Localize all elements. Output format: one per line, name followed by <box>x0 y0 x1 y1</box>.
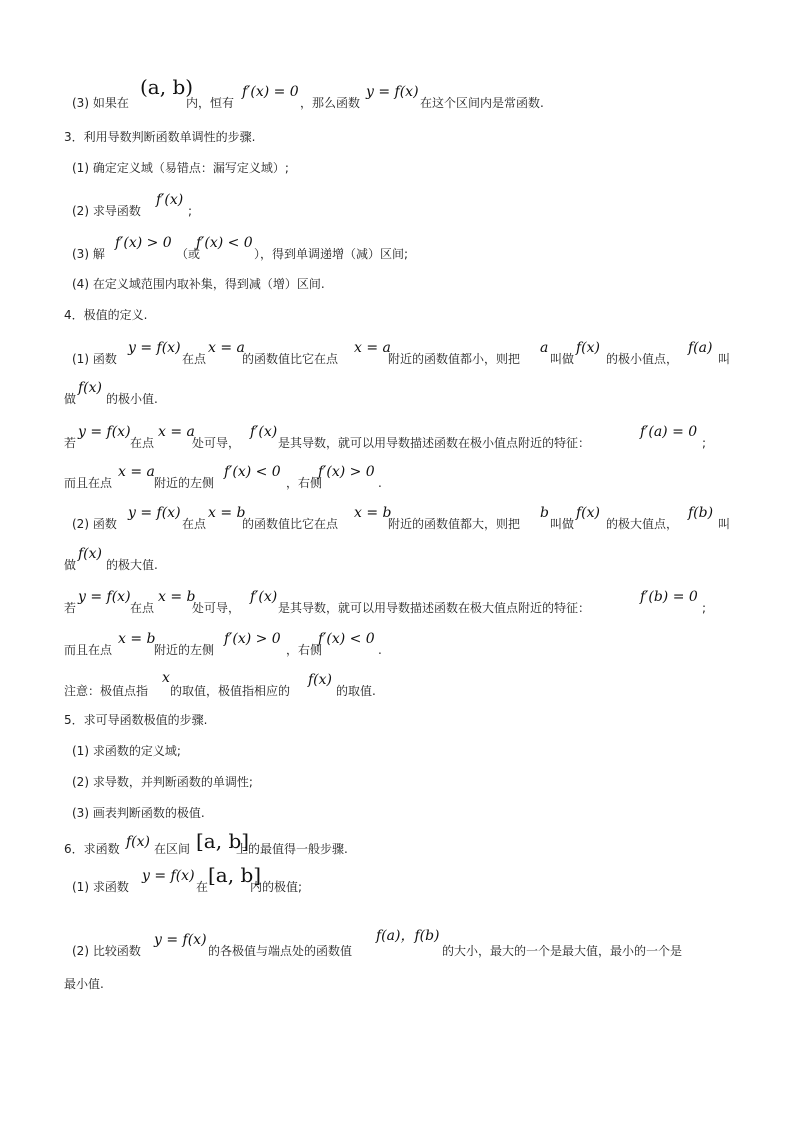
math-expression: f(a) <box>688 340 713 356</box>
text: 做 <box>64 558 77 572</box>
text: ，那么函数 <box>300 96 361 110</box>
text: ），得到单调递增（减）区间; <box>254 247 409 261</box>
math-expression: f(x) <box>126 834 151 850</box>
text: (3) 解 <box>72 247 105 261</box>
section-heading: 6．求函数 <box>64 842 120 856</box>
text: 在点 <box>130 436 155 450</box>
text: 最小值. <box>64 977 104 991</box>
text: (2) 比较函数 <box>72 944 141 958</box>
text: 在点 <box>182 517 207 531</box>
text: 处可导， <box>192 436 241 450</box>
text: 是其导数，就可以用导数描述函数在极大值点附近的特征： <box>278 601 591 615</box>
note-text: 的取值，极值指相应的 <box>170 684 291 698</box>
text: 的极大值点， <box>606 517 679 531</box>
math-expression: f(x) <box>576 340 601 356</box>
text: 的极小值点， <box>606 352 679 366</box>
text: 而且在点 <box>64 476 113 490</box>
text: 的函数值比它在点 <box>242 517 339 531</box>
math-expression: f(x) <box>308 672 333 688</box>
text: 附近的函数值都小，则把 <box>388 352 521 366</box>
text: ，右侧 <box>286 476 323 490</box>
math-expression: f′(x) < 0 <box>196 235 253 251</box>
list-item: (1) 确定定义域（易错点：漏写定义域）; <box>72 161 289 175</box>
section-heading: 在区间 <box>154 842 191 856</box>
section-heading: 4．极值的定义. <box>64 308 148 322</box>
math-expression: f(x) <box>78 380 103 396</box>
text: (1) 函数 <box>72 352 117 366</box>
math-expression: x = b <box>118 631 156 647</box>
math-expression: y = f(x) <box>128 340 181 356</box>
section-heading: 5．求可导函数极值的步骤. <box>64 713 208 727</box>
text: 的极小值. <box>106 392 158 406</box>
text: ; <box>188 204 193 218</box>
text: (3) 如果在 <box>72 96 129 110</box>
section-heading: 上的最值得一般步骤. <box>236 842 348 856</box>
math-expression: f′(a) = 0 <box>640 424 698 440</box>
text: 在点 <box>182 352 207 366</box>
text: 处可导， <box>192 601 241 615</box>
math-expression: b <box>540 505 549 521</box>
math-expression: f′(x) > 0 <box>318 464 375 480</box>
math-expression: f′(x) > 0 <box>224 631 281 647</box>
text: 的极大值. <box>106 558 158 572</box>
math-expression: f′(b) = 0 <box>640 589 698 605</box>
text: 在这个区间内是常函数. <box>420 96 544 110</box>
text: 附近的左侧 <box>154 476 215 490</box>
text: 内，恒有 <box>186 96 235 110</box>
math-expression: f′(x) <box>250 424 278 440</box>
math-expression: y = f(x) <box>128 505 181 521</box>
text: 内的极值; <box>250 880 303 894</box>
text: 做 <box>64 392 77 406</box>
list-item: (1) 求函数的定义域; <box>72 744 181 758</box>
note-text: 注意：极值点指 <box>64 684 149 698</box>
math-expression: f(x) <box>78 546 103 562</box>
text: 叫做 <box>550 517 575 531</box>
text: 附近的左侧 <box>154 643 215 657</box>
math-expression: y = f(x) <box>154 932 207 948</box>
text: 叫做 <box>550 352 575 366</box>
math-expression: a <box>540 340 549 356</box>
text: 在 <box>196 880 209 894</box>
math-expression: f′(x) = 0 <box>242 84 299 100</box>
text: (1) 求函数 <box>72 880 129 894</box>
math-expression: f′(x) <box>156 192 184 208</box>
math-expression: f′(x) <box>250 589 278 605</box>
math-expression: x = b <box>158 589 196 605</box>
math-expression: x = a <box>118 464 155 480</box>
math-expression: f′(x) < 0 <box>318 631 375 647</box>
text: 是其导数，就可以用导数描述函数在极小值点附近的特征： <box>278 436 591 450</box>
math-expression: f′(x) > 0 <box>115 235 172 251</box>
text: 的函数值比它在点 <box>242 352 339 366</box>
text: 而且在点 <box>64 643 113 657</box>
section-heading: 3．利用导数判断函数单调性的步骤. <box>64 130 256 144</box>
text: 的大小，最大的一个是最大值，最小的一个是 <box>442 944 683 958</box>
text: 的各极值与端点处的函数值 <box>208 944 353 958</box>
text: . <box>378 643 382 657</box>
text: 叫 <box>718 517 731 531</box>
math-expression: y = f(x) <box>78 424 131 440</box>
note-text: 的取值. <box>336 684 376 698</box>
math-expression: x = a <box>158 424 195 440</box>
text: ，右侧 <box>286 643 323 657</box>
math-expression: x = a <box>354 340 391 356</box>
math-expression: x = b <box>208 505 246 521</box>
math-expression: f(x) <box>576 505 601 521</box>
text: 若 <box>64 601 77 615</box>
math-expression: y = f(x) <box>142 868 195 884</box>
text: 若 <box>64 436 77 450</box>
list-item: (2) 求导数，并判断函数的单调性; <box>72 775 253 789</box>
list-item: (4) 在定义域范围内取补集，得到减（增）区间. <box>72 277 325 291</box>
math-expression: x <box>162 670 170 686</box>
text: 叫 <box>718 352 731 366</box>
math-expression: f(a)，f(b) <box>376 928 440 944</box>
text: ; <box>702 436 707 450</box>
text: ; <box>702 601 707 615</box>
math-expression: y = f(x) <box>78 589 131 605</box>
math-expression: f(b) <box>688 505 714 521</box>
text: 在点 <box>130 601 155 615</box>
text: (2) 求导函数 <box>72 204 141 218</box>
math-expression: x = b <box>354 505 392 521</box>
text: (2) 函数 <box>72 517 117 531</box>
text: 附近的函数值都大，则把 <box>388 517 521 531</box>
list-item: (3) 画表判断函数的极值. <box>72 806 205 820</box>
math-expression: x = a <box>208 340 245 356</box>
text: （或 <box>176 247 201 261</box>
math-interval: [a, b] <box>196 829 250 853</box>
math-expression: y = f(x) <box>366 84 419 100</box>
math-interval: (a, b) <box>140 75 194 99</box>
math-expression: f′(x) < 0 <box>224 464 281 480</box>
text: . <box>378 476 382 490</box>
math-interval: [a, b] <box>208 863 262 887</box>
